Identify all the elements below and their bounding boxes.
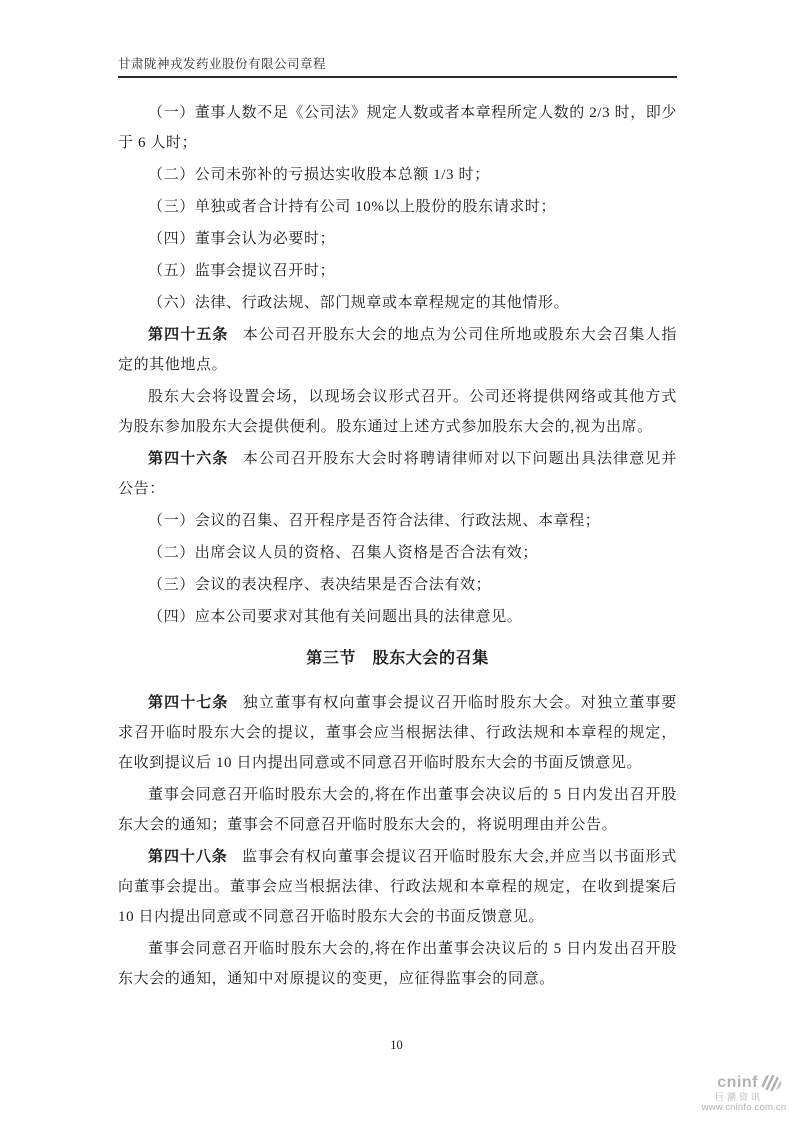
page-number: 10 — [390, 1038, 403, 1052]
cninfo-chinese-name: 巨潮资讯 — [714, 1091, 763, 1102]
clause-lawyer-4: （四）应本公司要求对其他有关问题出具的法律意见。 — [148, 609, 523, 625]
article-47-text: 独立董事有权向董事会提议召开临时股东大会。对独立董事要求召开临时股东大会的提议，董事会应当根据法律、行政法规和本章程的规定，在收到提议后 10 日内提出同意或不同意召开临时股东大会的书面反馈意见。 — [118, 695, 677, 771]
cninfo-globe-icon — [761, 1075, 781, 1091]
header-divider — [118, 76, 677, 78]
board-reply-47-paragraph: 董事会同意召开临时股东大会的,将在作出董事会决议后的 5 日内发出召开股东大会的通知；董事会不同意召开临时股东大会的，将说明理由并公告。 — [118, 787, 677, 833]
board-reply-48-paragraph: 董事会同意召开临时股东大会的,将在作出董事会决议后的 5 日内发出召开股东大会的通知，通知中对原提议的变更，应征得监事会的同意。 — [118, 941, 677, 987]
cninfo-watermark — [701, 1075, 787, 1113]
article-47-paragraph — [118, 688, 677, 778]
article-46-number: 第四十六条 — [148, 451, 229, 467]
cninfo-brand-text: cninf — [717, 1073, 758, 1091]
clause-top-4: （四）董事会认为必要时； — [148, 231, 336, 247]
clause-top-1: （一）董事人数不足《公司法》规定人数或者本章程所定人数的 2/3 时，即少于 6 人时； — [118, 105, 677, 151]
clause-top-2: （二）公司未弥补的亏损达实收股本总额 1/3 时； — [148, 167, 490, 183]
article-48-number: 第四十八条 — [148, 849, 228, 865]
document-body — [118, 98, 677, 996]
article-45-number: 第四十五条 — [148, 327, 229, 343]
clause-top-5: （五）监事会提议召开时； — [148, 263, 336, 279]
article-47-number: 第四十七条 — [148, 695, 229, 711]
cninfo-url-text: www.cninfo.com.cn — [701, 1102, 787, 1114]
clause-lawyer-1: （一）会议的召集、召开程序是否符合法律、行政法规、本章程； — [148, 513, 601, 529]
article-45-paragraph — [118, 320, 677, 380]
article-48-paragraph — [118, 842, 677, 932]
article-48-text: 监事会有权向董事会提议召开临时股东大会,并应当以书面形式向董事会提出。董事会应当根据法律、行政法规和本章程的规定，在收到提案后 10 日内提出同意或不同意召开临时股东大会的书面反馈意见。 — [118, 849, 677, 925]
article-45-text: 本公司召开股东大会的地点为公司住所地或股东大会召集人指定的其他地点。 — [118, 327, 677, 373]
running-header-title: 甘肃陇神戎发药业股份有限公司章程 — [118, 57, 327, 71]
venue-paragraph: 股东大会将设置会场，以现场会议形式召开。公司还将提供网络或其他方式为股东参加股东大会提供便利。股东通过上述方式参加股东大会的,视为出席。 — [118, 389, 677, 435]
cninfo-logo-row — [701, 1075, 787, 1092]
clause-top-6: （六）法律、行政法规、部门规章或本章程规定的其他情形。 — [148, 295, 570, 311]
section-3-title: 第三节 股东大会的召集 — [306, 650, 489, 667]
clause-lawyer-2: （二）出席会议人员的资格、召集人资格是否合法有效； — [148, 545, 539, 561]
clause-lawyer-3: （三）会议的表决程序、表决结果是否合法有效； — [148, 577, 492, 593]
article-46-paragraph — [118, 444, 677, 504]
article-46-text: 本公司召开股东大会时将聘请律师对以下问题出具法律意见并公告： — [118, 451, 677, 497]
clause-top-3: （三）单独或者合计持有公司 10%以上股份的股东请求时； — [148, 199, 557, 215]
